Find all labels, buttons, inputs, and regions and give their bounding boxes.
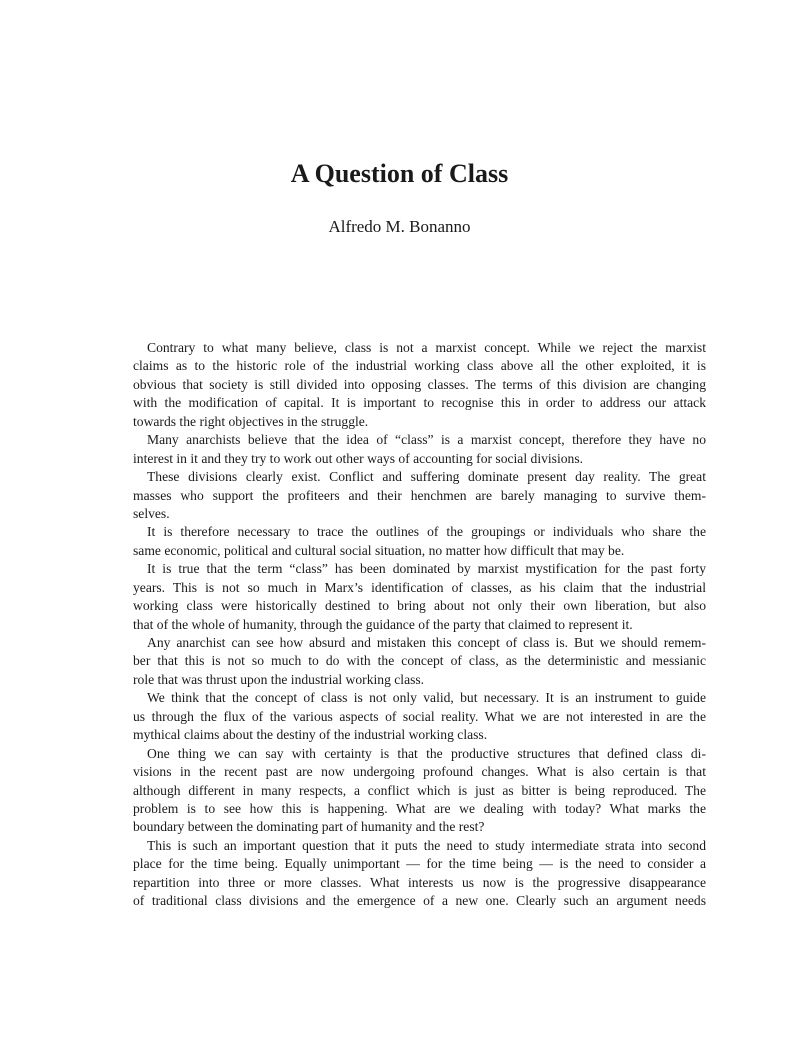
paragraph-line: It is therefore necessary to trace the outlines of the groupings or individuals who share the — [147, 524, 706, 540]
paragraph — [133, 431, 706, 468]
paragraph-line: Contrary to what many believe, class is not a marxist concept. While we reject the marxist — [147, 340, 706, 355]
paragraph-line: ber that this is not so much to do with the concept of class, as the deterministic and messianic — [133, 653, 706, 669]
paragraph-line: These divisions clearly exist. Conflict and suffering dominate present day reality. The great — [147, 469, 706, 485]
paragraph-line: working class were historically destined to bring about not only their own liberation, but also — [133, 598, 706, 614]
paragraph-line: interest in it and they try to work out other ways of accounting for social divisions. — [133, 450, 584, 466]
paragraph — [133, 837, 706, 911]
paragraph-line: mythical claims about the destiny of the industrial working class. — [133, 727, 488, 743]
paragraph-line: towards the right objectives in the struggle. — [133, 413, 369, 429]
paragraph-line: role that was thrust upon the industrial working class. — [133, 671, 425, 687]
paragraph-line: place for the time being. Equally unimportant — for the time being — is the need to consider a — [133, 856, 706, 872]
paragraph-line: Any anarchist can see how absurd and mistaken this concept of class is. But we should remem- — [147, 635, 706, 650]
paragraph-line: that of the whole of humanity, through the guidance of the party that claimed to represent it. — [133, 616, 633, 632]
paragraph-line: visions in the recent past are now undergoing profound changes. What is also certain is that — [133, 764, 706, 780]
paragraph-line: We think that the concept of class is not only valid, but necessary. It is an instrument to guide — [147, 690, 706, 706]
paragraph-line: problem is to see how this is happening. What are we dealing with today? What marks the — [133, 800, 706, 816]
paragraph-line: with the modification of capital. It is important to recognise this in order to address our attack — [133, 395, 706, 411]
paragraph-line: It is true that the term “class” has been dominated by marxist mystification for the past forty — [147, 561, 706, 577]
paragraph-line: One thing we can say with certainty is that the productive structures that defined class di- — [147, 745, 706, 761]
paragraph — [133, 634, 706, 689]
document-body — [133, 339, 706, 911]
paragraph-line: repartition into three or more classes. What interests us now is the progressive disappearance — [133, 874, 706, 890]
paragraph-line: boundary between the dominating part of humanity and the rest? — [133, 819, 485, 835]
document-title: A Question of Class — [290, 159, 509, 189]
paragraph — [133, 468, 706, 523]
paragraph-line: masses who support the profiteers and their henchmen are barely managing to survive them- — [133, 487, 706, 503]
paragraph-line: claims as to the historic role of the industrial working class above all the other exploited, it is — [133, 358, 706, 374]
paragraph-line: although different in many respects, a conflict which is just as bitter is being reproduced. The — [133, 782, 706, 798]
paragraph-line: us through the flux of the various aspects of social reality. What we are not interested in are the — [133, 708, 706, 724]
paragraph — [133, 523, 706, 560]
paragraph-line: selves. — [133, 505, 170, 521]
paragraph-line: Many anarchists believe that the idea of “class” is a marxist concept, therefore they have no — [147, 432, 706, 448]
paragraph — [133, 560, 706, 634]
document-author: Alfredo M. Bonanno — [328, 217, 471, 236]
paragraph — [133, 339, 706, 431]
paragraph — [133, 745, 706, 837]
paragraph-line: obvious that society is still divided into opposing classes. The terms of this division are changing — [133, 376, 706, 392]
paragraph-line: of traditional class divisions and the emergence of a new one. Clearly such an argument needs — [133, 893, 706, 909]
paragraph-line: same economic, political and cultural social situation, no matter how difficult that may be. — [133, 542, 625, 558]
paragraph — [133, 689, 706, 744]
paragraph-line: years. This is not so much in Marx’s identification of classes, as his claim that the industrial — [133, 579, 706, 595]
paragraph-line: This is such an important question that it puts the need to study intermediate strata into second — [147, 837, 706, 853]
